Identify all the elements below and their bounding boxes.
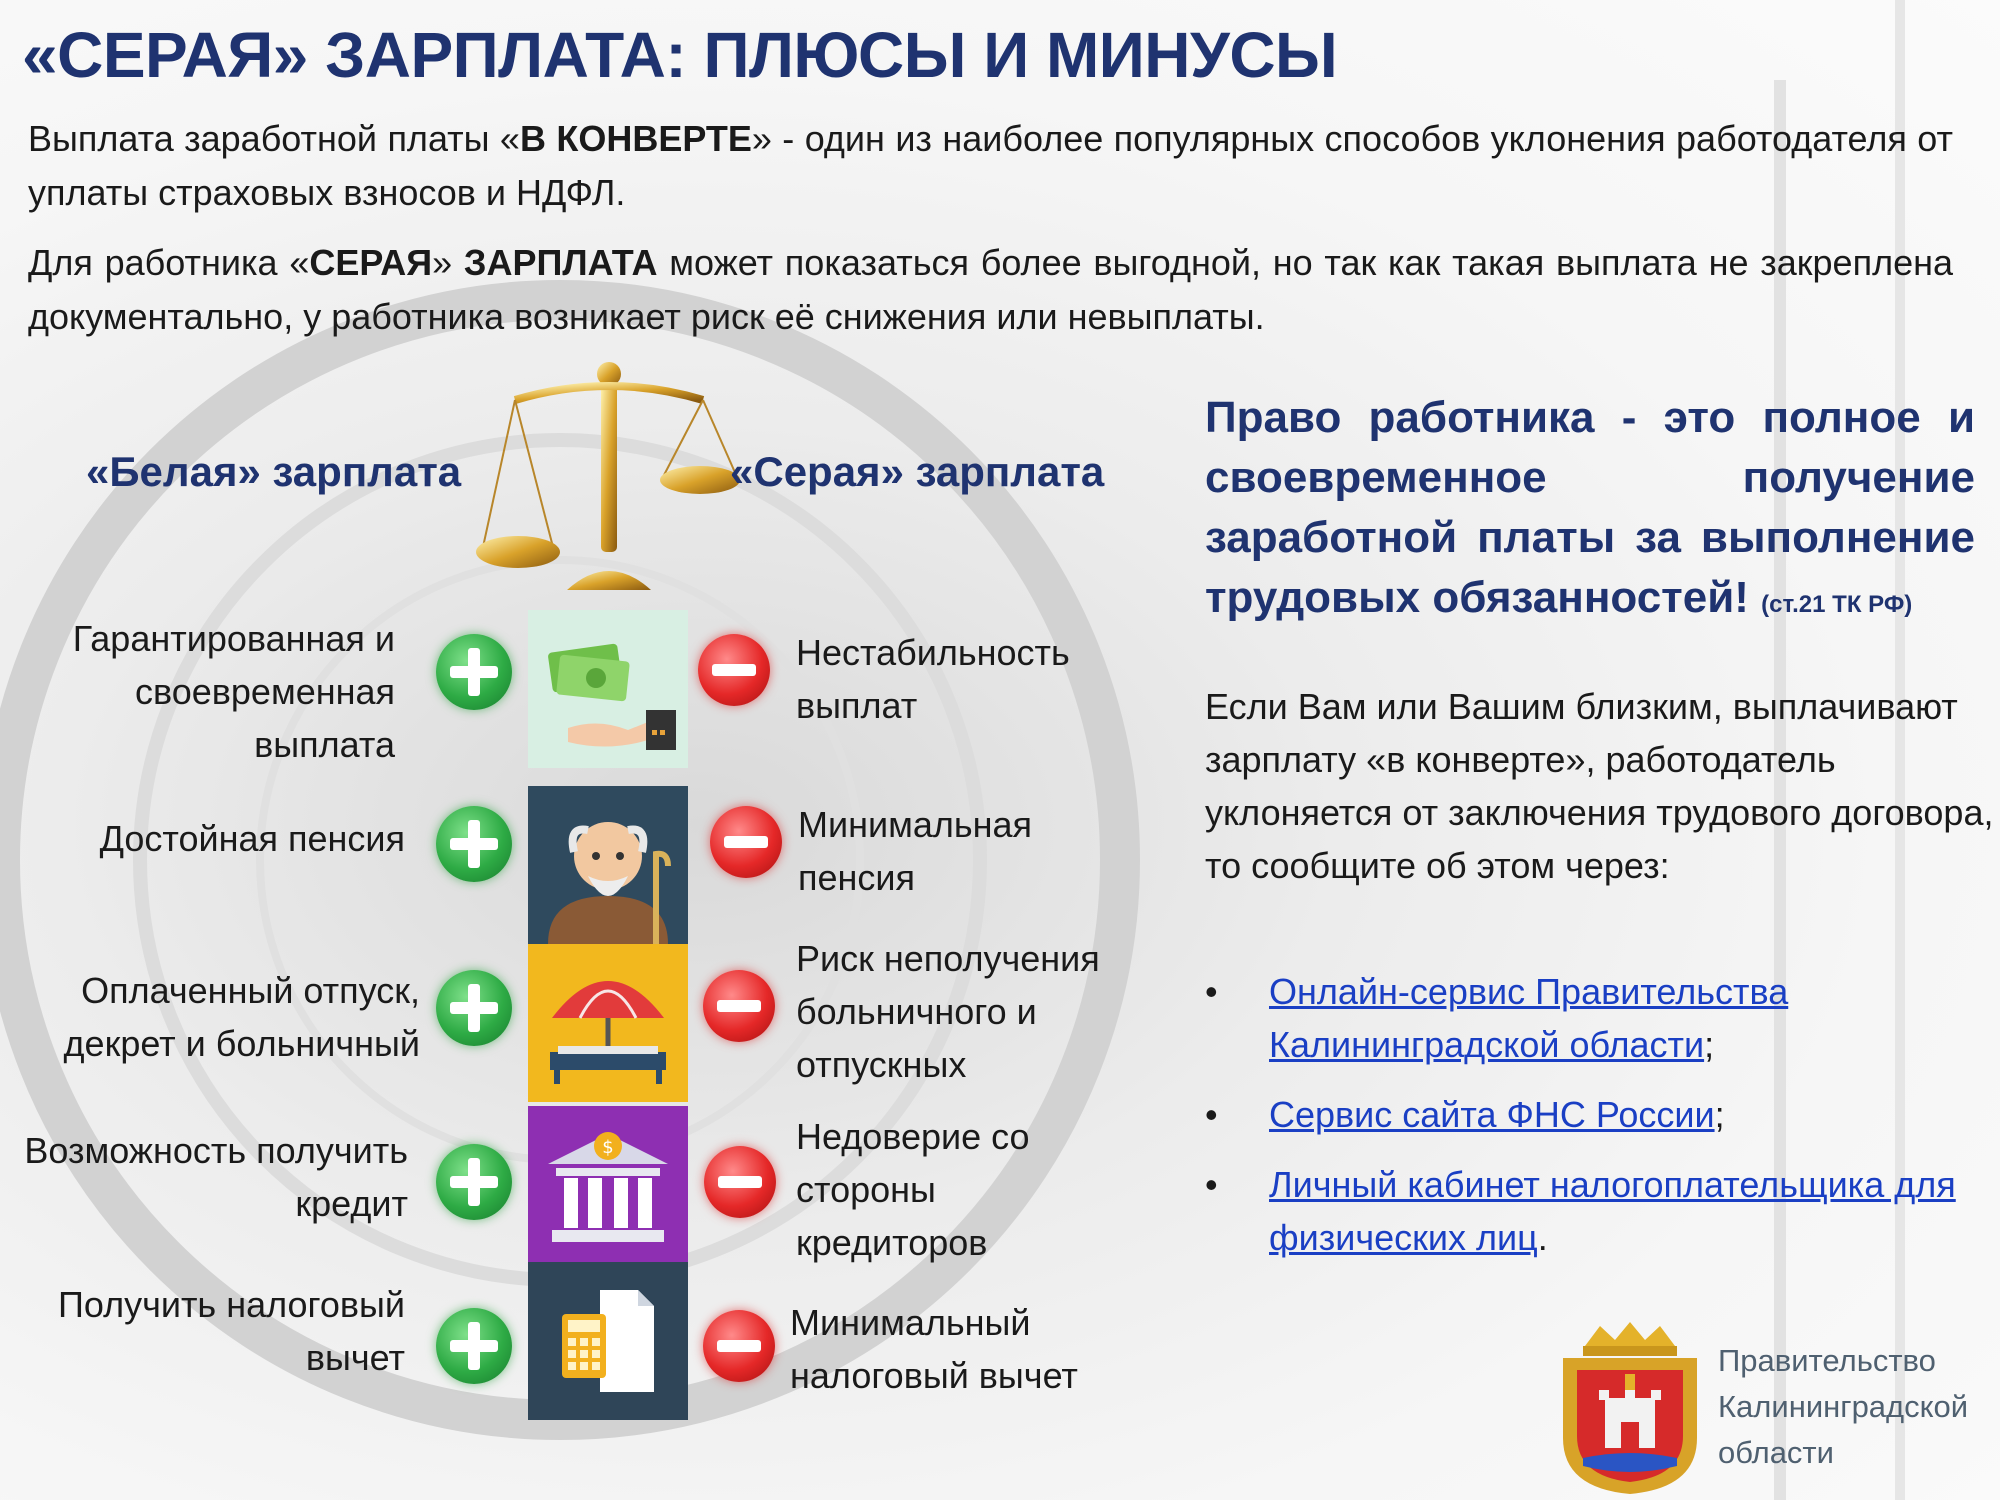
plus-icon bbox=[436, 1144, 512, 1220]
page-title: «СЕРАЯ» ЗАРПЛАТА: ПЛЮСЫ И МИНУСЫ bbox=[22, 19, 1338, 91]
list-item: • Сервис сайта ФНС России; bbox=[1205, 1088, 1995, 1141]
beach-umbrella-icon bbox=[528, 944, 688, 1102]
bullet-icon: • bbox=[1205, 971, 1218, 1012]
link-kaliningrad-online-service[interactable]: Онлайн-сервис Правительства Калининградской области bbox=[1269, 971, 1789, 1065]
plus-text-tax-deduction: Получить налоговый вычет bbox=[57, 1284, 405, 1378]
plus-text-vacation: Оплаченный отпуск, декрет и больничный bbox=[63, 970, 420, 1064]
plus-text-credit: Возможность получить кредит bbox=[24, 1130, 408, 1224]
minus-icon bbox=[698, 634, 770, 706]
report-links-list bbox=[1205, 965, 1995, 1281]
minus-icon bbox=[703, 1310, 775, 1382]
grey-salary-heading: «Серая» зарплата bbox=[730, 448, 1105, 495]
plus-icon bbox=[436, 970, 512, 1046]
minus-icon bbox=[704, 1146, 776, 1218]
money-hand-icon bbox=[528, 610, 688, 768]
bullet-icon: • bbox=[1205, 1164, 1218, 1205]
plus-text-pension: Достойная пенсия bbox=[99, 818, 405, 859]
bank-icon bbox=[528, 1106, 688, 1264]
list-item: • Онлайн-сервис Правительства Калининградской области; bbox=[1205, 965, 1995, 1071]
plus-icon bbox=[436, 1308, 512, 1384]
white-salary-heading: «Белая» зарплата bbox=[86, 448, 462, 495]
coat-of-arms-icon bbox=[1555, 1318, 1705, 1496]
minus-text-unstable: Нестабильность выплат bbox=[796, 632, 1070, 726]
minus-icon bbox=[710, 806, 782, 878]
old-man-icon bbox=[528, 786, 688, 944]
worker-rights-heading: Право работника - это полное и своевременное получение заработной платы за выполнение трудовых обязанностей! (ст.21 ТК РФ) bbox=[1205, 393, 1975, 622]
intro-paragraph-1: Выплата заработной платы «В КОНВЕРТЕ» - один из наиболее популярных способов уклонения работодателя от уплаты страховых взносов и НДФЛ. bbox=[28, 118, 1953, 213]
minus-icon bbox=[703, 970, 775, 1042]
bullet-icon: • bbox=[1205, 1094, 1218, 1135]
minus-text-sick-leave: Риск неполучения больничного и отпускных bbox=[796, 938, 1100, 1085]
calculator-icon bbox=[528, 1262, 688, 1420]
government-name: Правительство Калининградской области bbox=[1718, 1343, 1969, 1470]
link-taxpayer-account[interactable]: Личный кабинет налогоплательщика для физических лиц bbox=[1269, 1164, 1956, 1258]
plus-icon bbox=[436, 806, 512, 882]
plus-text-guaranteed: Гарантированная и своевременная выплата bbox=[72, 618, 395, 765]
scales-icon bbox=[475, 352, 745, 597]
minus-text-pension: Минимальная пенсия bbox=[798, 804, 1033, 898]
minus-text-min-tax-deduction: Минимальный налоговый вычет bbox=[790, 1302, 1078, 1396]
list-item: • Личный кабинет налогоплательщика для физических лиц. bbox=[1205, 1158, 1995, 1264]
svg-text:$: $ bbox=[602, 1137, 614, 1158]
plus-icon bbox=[436, 634, 512, 710]
link-fns-service[interactable]: Сервис сайта ФНС России bbox=[1269, 1094, 1715, 1135]
intro-paragraph-2: Для работника «СЕРАЯ» ЗАРПЛАТА может показаться более выгодной, но так как такая выплата не закреплена документально, у работника возникает риск её снижения или невыплаты. bbox=[28, 242, 1954, 337]
report-instructions: Если Вам или Вашим близким, выплачивают зарплату «в конверте», работодатель уклоняется от заключения трудового договора, то сообщите об этом через: bbox=[1205, 686, 1994, 886]
minus-text-creditors: Недоверие со стороны кредиторов bbox=[796, 1116, 1030, 1263]
